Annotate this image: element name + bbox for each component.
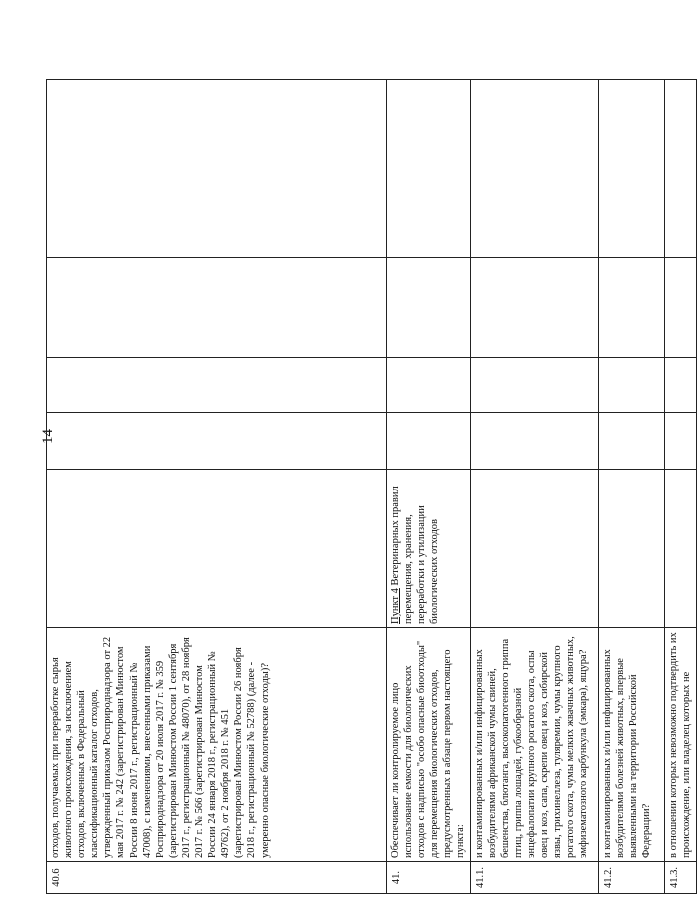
row-number: 40.6 — [47, 862, 387, 894]
notes-cell — [598, 80, 664, 258]
table-row — [47, 80, 387, 894]
yes-cell — [387, 413, 471, 470]
na-cell — [387, 258, 471, 358]
row-number: 41.2. — [598, 862, 664, 894]
requirement-text: Обеспечивает ли контролируемое лицо использование емкости для биологических отходов с надписью "особо опасные биоотходы" для перемещения биологических отходов, предусмотренных в абзаце первом настоящего пункта: — [387, 628, 471, 862]
table-row — [598, 80, 664, 894]
table-row — [470, 80, 598, 894]
notes-cell — [664, 80, 696, 258]
notes-cell — [47, 80, 387, 258]
basis-cell — [664, 470, 696, 628]
row-number: 41. — [387, 862, 471, 894]
no-cell — [664, 358, 696, 413]
no-cell — [387, 358, 471, 413]
rotated-table-container — [46, 80, 692, 894]
basis-link[interactable]: Пункт 4 — [390, 588, 401, 624]
no-cell — [470, 358, 598, 413]
na-cell — [664, 258, 696, 358]
na-cell — [47, 258, 387, 358]
basis-cell — [598, 470, 664, 628]
row-number: 41.3. — [664, 862, 696, 894]
basis-cell — [387, 470, 471, 628]
requirement-text: и контаминированных и/или инфицированных возбудителями болезней животных, впервые выявленными на территории Российской Федерации? — [598, 628, 664, 862]
na-cell — [470, 258, 598, 358]
yes-cell — [664, 413, 696, 470]
no-cell — [598, 358, 664, 413]
basis-cell — [47, 470, 387, 628]
row-number: 41.1. — [470, 862, 598, 894]
requirement-text: и контаминированных и/или инфицированных возбудителями африканской чумы свиней, бешенства, блютанга, высокопатогенного гриппа птиц, гриппа лошадей, губкообразной энцефалопатии крупного рогатого скота, оспы овец и коз, сапа, скрепи овец и коз, сибирской язвы, трихинеллеза, туляремии, чумы крупного рогатого скота, чумы мелких жвачных животных, эмфизематозного карбункула (эмкара), ящура? — [470, 628, 598, 862]
yes-cell — [47, 413, 387, 470]
no-cell — [47, 358, 387, 413]
notes-cell — [470, 80, 598, 258]
checklist-table — [46, 79, 697, 894]
na-cell — [598, 258, 664, 358]
page-number: 14 — [40, 429, 56, 444]
yes-cell — [470, 413, 598, 470]
basis-text: Ветеринарных правил перемещения, хранения, переработки и утилизации биологических отходов — [390, 486, 441, 624]
table-row — [664, 80, 696, 894]
notes-cell — [387, 80, 471, 258]
yes-cell — [598, 413, 664, 470]
basis-cell — [470, 470, 598, 628]
requirement-text: в отношении которых невозможно подтвердить их происхождение, или владелец которых не — [664, 628, 696, 862]
table-row — [387, 80, 471, 894]
requirement-text: отходов, получаемых при переработке сырья животного происхождения, за исключением отходов, включенных в Федеральный классификационный каталог отходов, утвержденный приказом Росприроднадзора от 22 мая 2017 г. № 242 (зарегистрирован Минюстом России 8 июня 2017 г., регистрационный № 47008), с изменениями, внесенными приказами Росприроднадзора от 20 июля 2017 г. № 359 (зарегистрирован Минюстом России 1 сентября 2017 г., регистрационный № 48070), от 28 ноября 2017 г. № 566 (зарегистрирован Минюстом России 24 января 2018 г., регистрационный № 49762), от 2 ноября 2018 г. № 451 (зарегистрирован Минюстом России 26 ноября 2018 г., регистрационный № 52788) (далее - умеренно опасные биологические отходы)? — [47, 628, 387, 862]
